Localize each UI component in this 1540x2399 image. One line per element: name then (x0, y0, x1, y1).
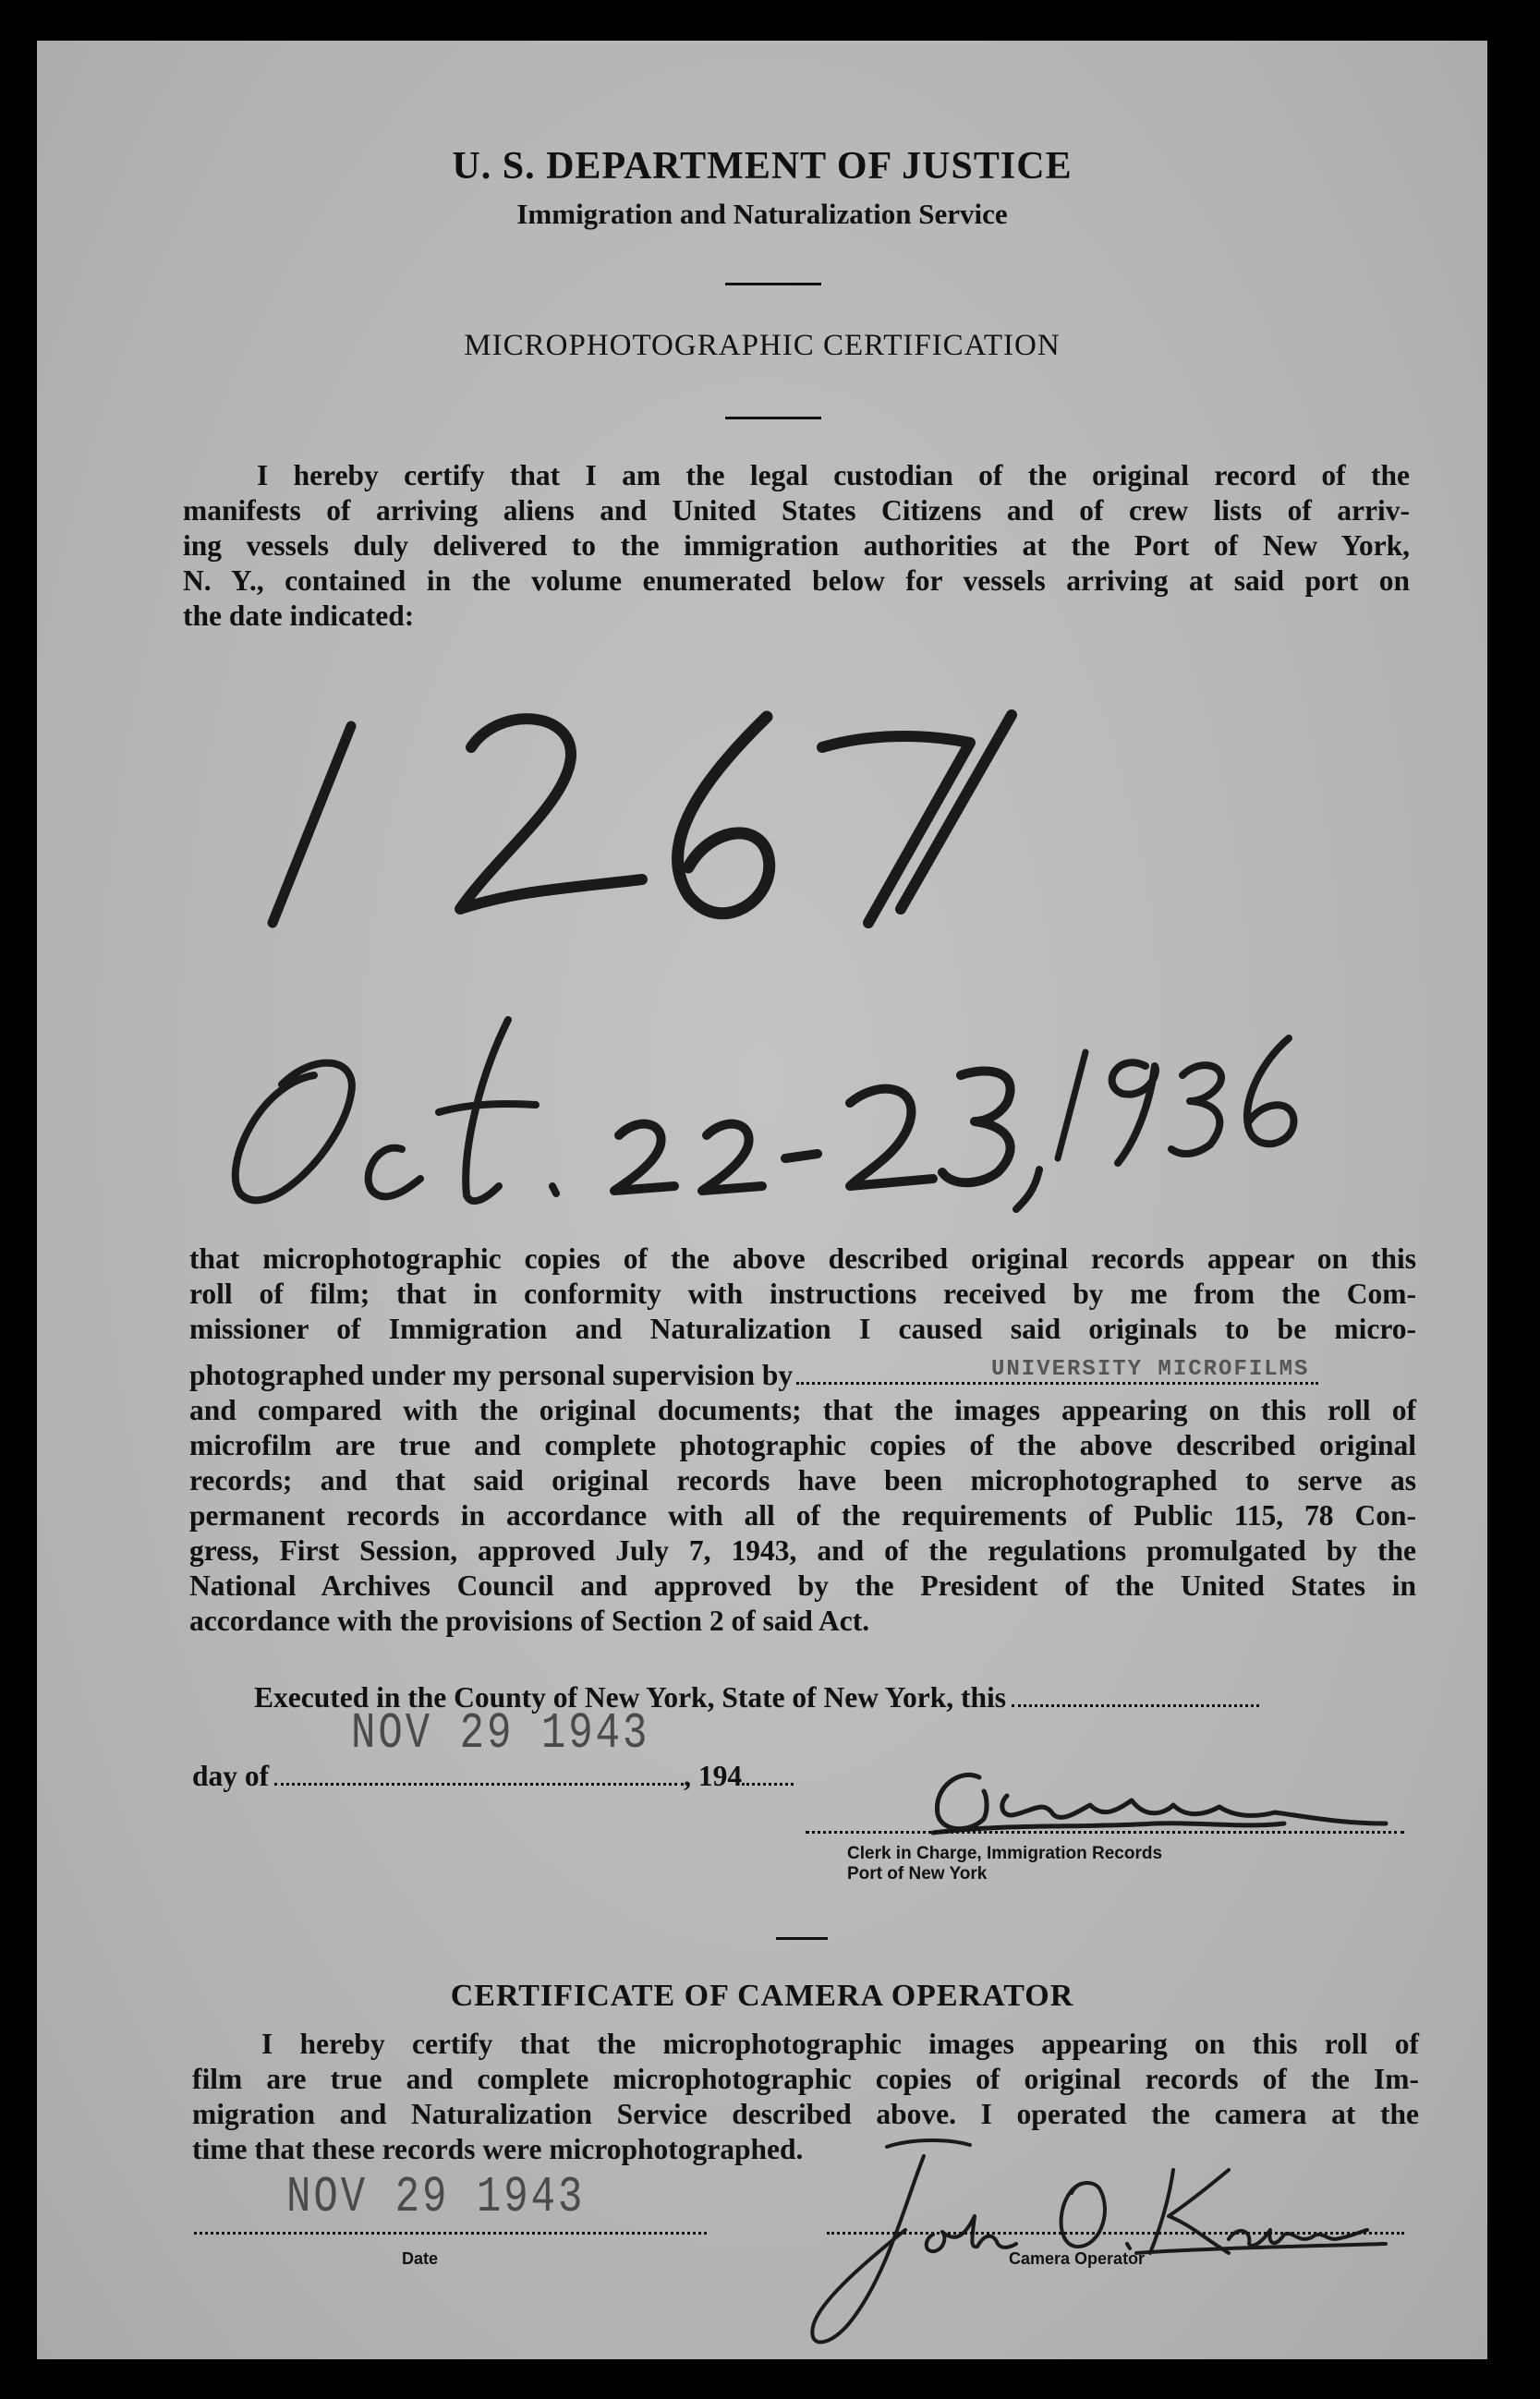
paragraph-line: gress, First Session, approved July 7, 1943, and of the regulations promulgated by the (189, 1534, 1416, 1567)
supervision-text: photographed under my personal supervision by (189, 1359, 794, 1391)
camera-operator-label: Camera Operator (1009, 2249, 1146, 2268)
department-heading: U. S. DEPARTMENT OF JUSTICE (452, 145, 1073, 188)
paragraph-line: roll of film; that in conformity with instructions received by me from the Com- (189, 1278, 1416, 1310)
month-blank (274, 1783, 684, 1786)
clerk-title-line1: Clerk in Charge, Immigration Records (847, 1844, 1163, 1863)
paragraph-line: N. Y., contained in the volume enumerated below for vessels arriving at said port on (183, 564, 1410, 597)
paragraph-line: time that these records were microphotographed. (192, 2133, 804, 2165)
paragraph-line: and compared with the original documents; that the images appearing on this roll of (189, 1394, 1416, 1426)
paragraph-line: I hereby certify that I am the legal custodian of the original record of the (257, 459, 1410, 491)
date-line (194, 2232, 707, 2235)
clerk-title (847, 1844, 1162, 1884)
signature-line (806, 1831, 1404, 1834)
day-blank (1012, 1704, 1259, 1707)
service-subheading: Immigration and Naturalization Service (516, 198, 1008, 230)
paragraph-line: records; and that said original records have been microphotographed to serve as (189, 1464, 1416, 1496)
paragraph-line: permanent records in accordance with all of the requirements of Public 115, 78 Con- (189, 1499, 1416, 1532)
certification-title: MICROPHOTOGRAPHIC CERTIFICATION (464, 329, 1061, 362)
intro-paragraph (183, 458, 1410, 634)
divider (776, 1937, 828, 1940)
year-blank (742, 1783, 794, 1786)
camera-date-stamp: NOV 29 1943 (286, 2168, 586, 2227)
divider (725, 283, 821, 285)
execution-text: Executed in the County of New York, State of New York, this (254, 1681, 1007, 1714)
paragraph-line: I hereby certify that the microphotographic images appearing on this roll of (261, 2028, 1419, 2060)
body-paragraph (189, 1242, 1416, 1639)
paragraph-line: National Archives Council and approved by the President of the United States in (189, 1569, 1416, 1602)
clerk-title-line2: Port of New York (847, 1864, 988, 1884)
typed-supervisor: UNIVERSITY MICROFILMS (991, 1357, 1310, 1382)
camera-certificate-title: CERTIFICATE OF CAMERA OPERATOR (450, 1979, 1074, 2013)
paragraph-line: accordance with the provisions of Section 2 of said Act. (189, 1605, 870, 1637)
paragraph-line: missioner of Immigration and Naturalization I caused said originals to be micro- (189, 1313, 1416, 1345)
operator-signature-line (827, 2232, 1404, 2235)
paragraph-line: manifests of arriving aliens and United States Citizens and of crew lists of arriv- (183, 494, 1410, 527)
paragraph-line: migration and Naturalization Service described above. I operated the camera at the (192, 2098, 1419, 2130)
paragraph-line: ing vessels duly delivered to the immigration authorities at the Port of New York, (183, 529, 1410, 562)
handwritten-date-range (203, 964, 1450, 1242)
date-stamp: NOV 29 1943 (351, 1704, 650, 1763)
certificate-sheet (37, 41, 1487, 2359)
year-prefix: , 194 (684, 1760, 743, 1792)
paragraph-line: film are true and complete microphotographic copies of original records of the Im- (192, 2063, 1419, 2095)
paragraph-line: the date indicated: (183, 600, 415, 632)
paragraph-line (189, 1358, 1416, 1393)
day-of-label: day of (192, 1760, 270, 1792)
divider (725, 417, 821, 419)
day-of-line (192, 1759, 931, 1794)
date-label: Date (402, 2249, 439, 2268)
paragraph-line: that microphotographic copies of the above described original records appear on this (189, 1242, 1416, 1275)
paragraph-line: microfilm are true and complete photographic copies of the above described original (189, 1429, 1416, 1461)
